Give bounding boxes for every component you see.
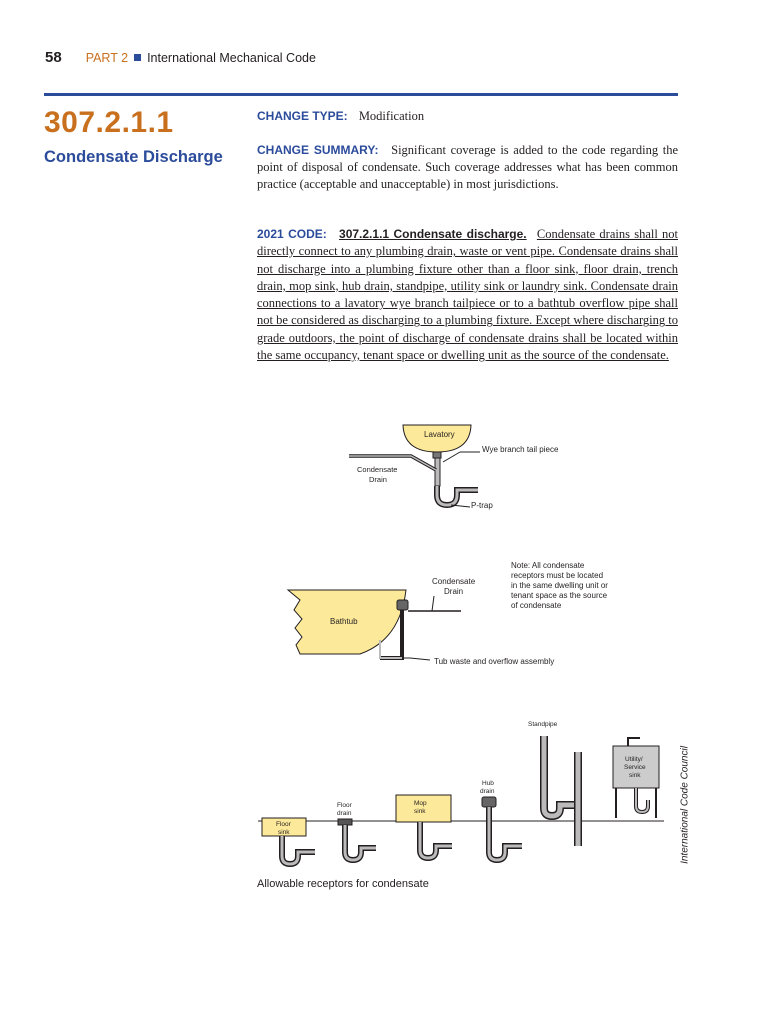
page-number: 58	[45, 49, 62, 66]
note-line-4: tenant space as the source	[511, 591, 608, 600]
bathtub-diagram	[288, 590, 461, 660]
note-line-2: receptors must be located	[511, 571, 604, 580]
utility-faucet	[628, 738, 640, 746]
overflow-plate	[397, 600, 408, 610]
bath-drain-label-1: Condensate	[432, 577, 476, 586]
lav-drain-label-2: Drain	[369, 475, 387, 484]
mop-sink-label-2: sink	[414, 808, 426, 815]
wye-tailpiece	[435, 458, 440, 486]
tub-waste-leader	[402, 658, 430, 660]
lav-drain-label-1: Condensate	[357, 465, 398, 474]
change-summary-text: Significant coverage is added to the code regarding the point of disposal of condensate. Such coverage addresses what has been common practice (acceptable and unacceptable) in most jurisdictions.	[257, 143, 678, 191]
section-number: 307.2.1.1	[44, 106, 174, 139]
ptrap-label: P-trap	[471, 501, 493, 510]
utility-label-2: Service	[624, 764, 646, 771]
figure-credit	[665, 745, 705, 865]
change-type-label: CHANGE TYPE:	[257, 109, 348, 123]
hub-drain-label-2: drain	[480, 788, 495, 795]
code-2021-label: 2021 CODE:	[257, 227, 327, 241]
book-title: International Mechanical Code	[147, 51, 316, 65]
code-2021-title: 307.2.1.1 Condensate discharge.	[339, 227, 527, 241]
hub-drain-label-1: Hub	[482, 780, 494, 787]
change-summary-label: CHANGE SUMMARY:	[257, 143, 379, 157]
hub-drain-fitting	[482, 797, 496, 807]
standpipe-label: Standpipe	[528, 721, 558, 728]
floor-sink-label-1: Floor	[276, 821, 291, 828]
bath-drain-label-2: Drain	[444, 587, 464, 596]
note-line-1: Note: All condensate	[511, 561, 585, 570]
section-title: Condensate Discharge	[44, 148, 223, 166]
receptors-diagram	[258, 736, 664, 864]
floor-drain-label-2: drain	[337, 810, 352, 817]
lavatory-label: Lavatory	[424, 430, 455, 439]
figure-caption: Allowable receptors for condensate	[257, 878, 429, 890]
part-label: PART 2	[85, 51, 129, 65]
mop-sink-label-1: Mop	[414, 800, 427, 807]
figure-credit-text: International Code Council	[679, 746, 691, 864]
change-type-value: Modification	[358, 109, 425, 123]
note-line-5: of condensate	[511, 601, 562, 610]
bathtub-label: Bathtub	[330, 617, 358, 626]
utility-sink-trap	[636, 788, 648, 812]
bath-drain-leader	[432, 596, 434, 611]
utility-label-3: sink	[629, 772, 641, 779]
note-line-3: in the same dwelling unit or	[511, 581, 608, 590]
wye-leader	[443, 452, 460, 462]
tub-waste-label: Tub waste and overflow assembly	[434, 657, 555, 666]
lavatory-strainer	[433, 452, 441, 458]
code-2021-text: Condensate drains shall not directly connect to any plumbing drain, waste or vent pipe. Condensate drains shall not discharge into a plumbing fixture other than a floor sink, floor drain, trench drain, mop sink, hub drain, standpipe, utility sink or laundry sink. Condensate drain connections to a lavatory wye branch tailpiece or to a bathtub overflow pipe shall not be considered as discharging to a plumbing fixture. Except where discharging to grade outdoors, the point of discharge of condensate drains shall be located within the same occupancy, tenant space or dwelling unit as the source of the condensate.	[257, 227, 679, 363]
wye-label: Wye branch tail piece	[482, 445, 559, 454]
floor-sink-label-2: sink	[278, 829, 290, 836]
floor-drain-grate	[338, 819, 352, 825]
floor-drain-label-1: Floor	[337, 802, 352, 809]
utility-label-1: Utility/	[625, 756, 643, 763]
